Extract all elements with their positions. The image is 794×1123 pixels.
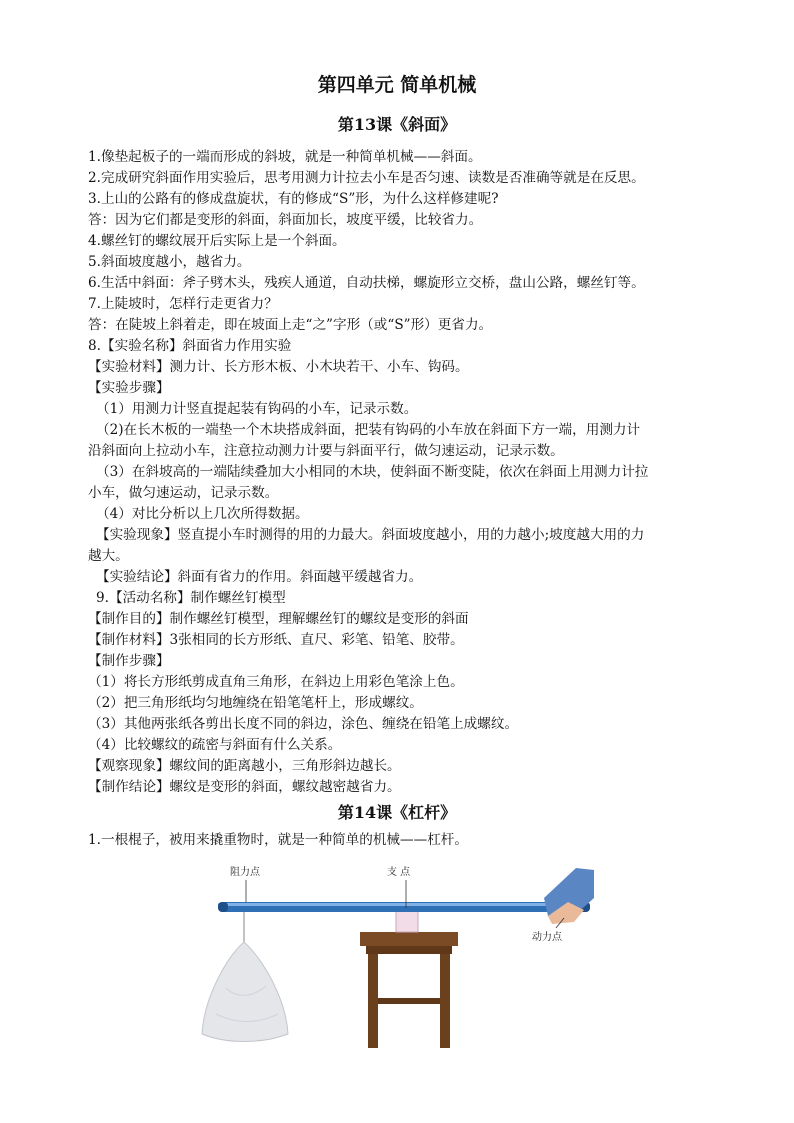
lesson-13-line-11: 【实验材料】测力计、长方形木板、小木块若干、小车、钩码。 <box>88 359 469 375</box>
lesson-13-line-24: 【制作材料】3张相同的长方形纸、直尺、彩笔、铅笔、胶带。 <box>88 632 464 648</box>
lesson-13-line-14: （2)在长木板的一端垫一个木块搭成斜面，把装有钩码的小车放在斜面下方一端，用测力计 <box>96 422 641 438</box>
lever-rod <box>218 902 590 912</box>
lesson-13-line-19: 【实验现象】竖直提小车时测得的用的力最大。斜面坡度越小，用的力越小;坡度越大用的力 <box>96 527 645 543</box>
lesson-13-line-27: （2）把三角形纸均匀地缠绕在铅笔笔杆上，形成螺纹。 <box>88 695 423 711</box>
lesson-13-line-3: 3.上山的公路有的修成盘旋状，有的修成“S”形，为什么这样修建呢? <box>88 191 499 207</box>
lesson-13-line-1: 1.像垫起板子的一端而形成的斜坡，就是一种简单机械——斜面。 <box>88 149 482 165</box>
stool-image <box>360 932 458 1048</box>
lesson-13-line-8: 7.上陡坡时，怎样行走更省力？ <box>88 296 278 312</box>
lesson-13-line-21: 【实验结论】斜面有省力的作用。斜面越平缓越省力。 <box>96 569 423 585</box>
resistance-point-label: 阻力点 <box>230 867 260 878</box>
lesson-13-line-22: 9.【活动名称】制作螺丝钉模型 <box>96 590 286 606</box>
lesson-13-line-4: 答：因为它们都是变形的斜面，斜面加长，坡度平缓，比较省力。 <box>88 212 483 228</box>
lesson-13-line-18: （4）对比分析以上几次所得数据。 <box>96 506 309 522</box>
lesson-14-title: 第14课《杠杆》 <box>337 803 457 822</box>
lesson-13-line-28: （3）其他两张纸各剪出长度不同的斜边，涂色、缠绕在铅笔上成螺纹。 <box>88 716 519 732</box>
lesson-13-line-13: （1）用测力计竖直提起装有钩码的小车，记录示数。 <box>96 401 418 417</box>
lesson-13-line-9: 答：在陡坡上斜着走，即在坡面上走“之”字形（或“S”形）更省力。 <box>88 317 493 333</box>
lesson-13-line-23: 【制作目的】制作螺丝钉模型，理解螺丝钉的螺纹是变形的斜面 <box>88 611 469 627</box>
effort-point-label: 动力点 <box>532 932 562 943</box>
lesson-13-line-17: 小车，做匀速运动，记录示数。 <box>88 485 279 501</box>
lesson-13-line-26: （1）将长方形纸剪成直角三角形，在斜边上用彩色笔涂上色。 <box>88 674 464 690</box>
lesson-13-title: 第13课《斜面》 <box>337 115 457 134</box>
lesson-13-line-20: 越大。 <box>88 548 129 564</box>
lesson-14-line-1: 1.一根棍子，被用来撬重物时，就是一种简单的机械——杠杆。 <box>88 832 468 848</box>
lesson-13-line-6: 5.斜面坡度越小，越省力。 <box>88 254 251 270</box>
fulcrum-label: 支 点 <box>387 867 411 878</box>
lesson-13-line-25: 【制作步骤】 <box>88 653 170 669</box>
lesson-13-line-5: 4.螺丝钉的螺纹展开后实际上是一个斜面。 <box>88 233 346 249</box>
lesson-13-line-10: 8.【实验名称】斜面省力作用实验 <box>88 338 292 354</box>
lesson-13-line-15: 沿斜面向上拉动小车，注意拉动测力计要与斜面平行，做匀速运动，记录示数。 <box>88 443 564 459</box>
lesson-13-line-31: 【制作结论】螺纹是变形的斜面，螺纹越密越省力。 <box>88 779 401 795</box>
unit-title: 第四单元 简单机械 <box>317 74 477 96</box>
weight-bag-image <box>202 912 288 1042</box>
lesson-13-line-12: 【实验步骤】 <box>88 380 170 396</box>
hand-image <box>544 868 594 924</box>
lesson-13-line-16: （3）在斜坡高的一端陆续叠加大小相同的木块，使斜面不断变陡，依次在斜面上用测力计拉 <box>96 464 649 480</box>
lesson-13-line-30: 【观察现象】螺纹间的距离越小，三角形斜边越长。 <box>88 758 401 774</box>
lesson-13-line-7: 6.生活中斜面：斧子劈木头，残疾人通道，自动扶梯，螺旋形立交桥，盘山公路，螺丝钉等。 <box>88 275 645 291</box>
lever-figure <box>196 858 596 1048</box>
lesson-13-line-29: （4）比较螺纹的疏密与斜面有什么关系。 <box>88 737 342 753</box>
lesson-13-line-2: 2.完成研究斜面作用实验后，思考用测力计拉去小车是否匀速、读数是否准确等就是在反思。 <box>88 170 645 186</box>
